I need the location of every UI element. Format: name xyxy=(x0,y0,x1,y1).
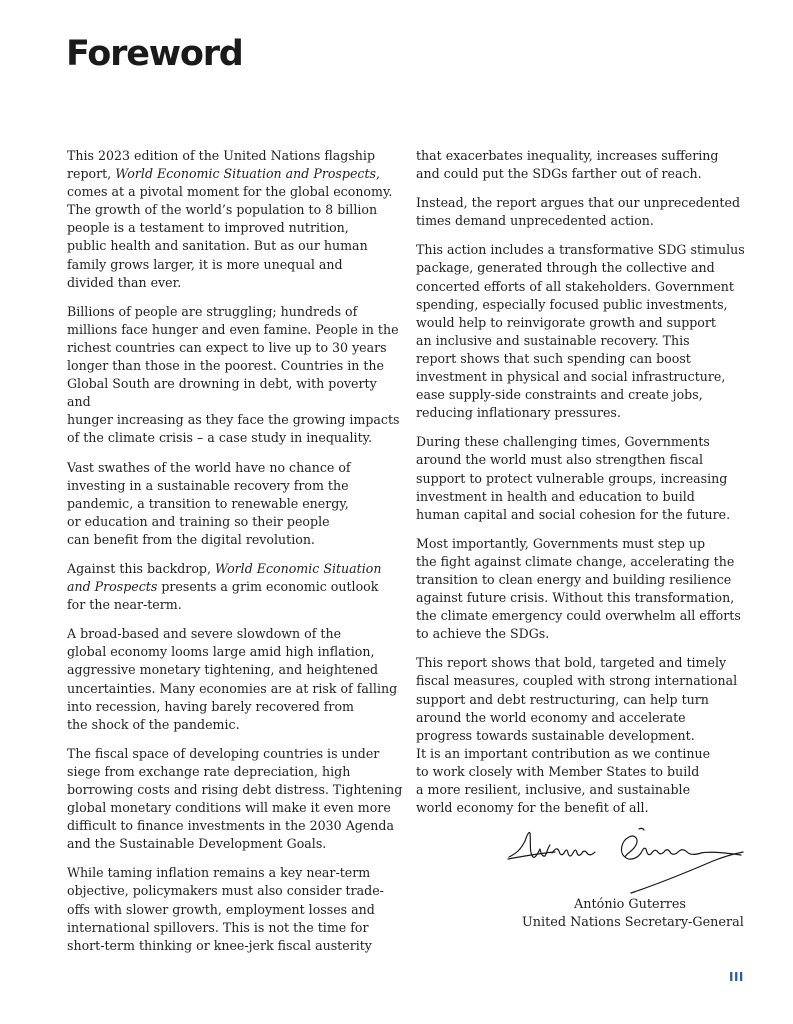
paragraph-text: This 2023 edition of the United Nations flagship report, xyxy=(67,148,375,182)
page-title: Foreword xyxy=(66,34,243,74)
body-paragraph xyxy=(67,459,403,549)
body-paragraph xyxy=(67,560,403,614)
paragraph-text: , comes at a pivotal moment for the global economy. The growth of the world’s population to 8 billion people is a testament to improved nutrition, public health and sanitation. But as our human family grows larger, it is more unequal and divided than ever. xyxy=(67,166,393,290)
body-paragraph xyxy=(67,147,403,292)
body-paragraph xyxy=(416,535,746,644)
paragraph-text: During these challenging times, Governments around the world must also strengthen fiscal support to protect vulnerable groups, increasing investment in health and education to build human capital and social cohesion for the future. xyxy=(416,434,731,522)
body-paragraph xyxy=(67,864,403,954)
body-paragraph xyxy=(416,194,746,230)
paragraph-text: that exacerbates inequality, increases suffering and could put the SDGs farther out of reach. xyxy=(416,148,719,182)
paragraph-text: A broad-based and severe slowdown of the global economy looms large amid high inflation, aggressive monetary tightening, and heightened uncertainties. Many economies are at risk of falling into recession, having barely recovered from the shock of the pandemic. xyxy=(67,626,398,732)
signatory-title: United Nations Secretary-General xyxy=(522,915,744,930)
paragraph-text: This action includes a transformative SDG stimulus package, generated through the collective and concerted efforts of all stakeholders. Government spending, especially focused public investments, would help to reinvigorate growth and support an inclusive and sustainable recovery. This report shows that such spending can boost investment in physical and social infrastructure, ease supply-side constraints and create jobs, reducing inflationary pressures. xyxy=(416,242,745,421)
report-title-italic: World Economic Situation and Prospects xyxy=(67,560,382,595)
handwritten-signature xyxy=(505,823,750,895)
paragraph-text: presents a grim economic outlook for the near-term. xyxy=(67,579,379,613)
right-text-column xyxy=(416,147,746,828)
paragraph-text: The fiscal space of developing countries is under siege from exchange rate depreciation, high borrowing costs and rising debt distress. Tightening global monetary conditions will make it even more difficult to finance investments in the 2030 Agenda and the Sustainable Development Goals. xyxy=(67,745,403,852)
body-paragraph xyxy=(416,433,746,523)
body-paragraph xyxy=(67,745,403,854)
paragraph-text: Against this backdrop, xyxy=(67,560,215,576)
paragraph-text: Most importantly, Governments must step up the fight against climate change, accelerating the transition to clean energy and building resilience against future crisis. Without this transformation, the climate emergency could overwhelm all efforts to achieve the SDGs. xyxy=(416,535,741,642)
body-paragraph xyxy=(67,625,403,734)
body-paragraph xyxy=(416,241,746,422)
paragraph-text: Billions of people are struggling; hundreds of millions face hunger and even famine. People in the richest countries can expect to live up to 30 years longer than those in the poorest. Countries in the Global South are drowning in debt, with poverty and hunger increasing as they face the growing impacts of the climate crisis – a case study in inequality. xyxy=(67,303,400,446)
paragraph-text: While taming inflation remains a key near-term objective, policymakers must also consider trade- offs with slower growth, employment losses and international spillovers. This is not the time for short-term thinking or knee-jerk fiscal austerity xyxy=(67,865,384,953)
left-text-column xyxy=(67,147,403,966)
body-paragraph xyxy=(416,147,746,183)
paragraph-text: Vast swathes of the world have no chance of investing in a sustainable recovery from the pandemic, a transition to renewable energy, or education and training so their people can benefit from the digital revolution. xyxy=(67,459,351,547)
paragraph-text: This report shows that bold, targeted and timely fiscal measures, coupled with strong international support and debt restructuring, can help turn around the world economy and accelerate progress towards sustainable development. It is an important contribution as we continue to work closely with Member States to build a more resilient, inclusive, and sustainable world economy for the benefit of all. xyxy=(416,655,738,816)
body-paragraph xyxy=(416,654,746,817)
report-title-italic: World Economic Situation and Prospects xyxy=(115,166,376,182)
signatory-name: António Guterres xyxy=(574,897,686,912)
paragraph-text: Instead, the report argues that our unprecedented times demand unprecedented action. xyxy=(416,195,741,229)
page-number: III xyxy=(729,970,744,984)
body-paragraph xyxy=(67,303,403,448)
